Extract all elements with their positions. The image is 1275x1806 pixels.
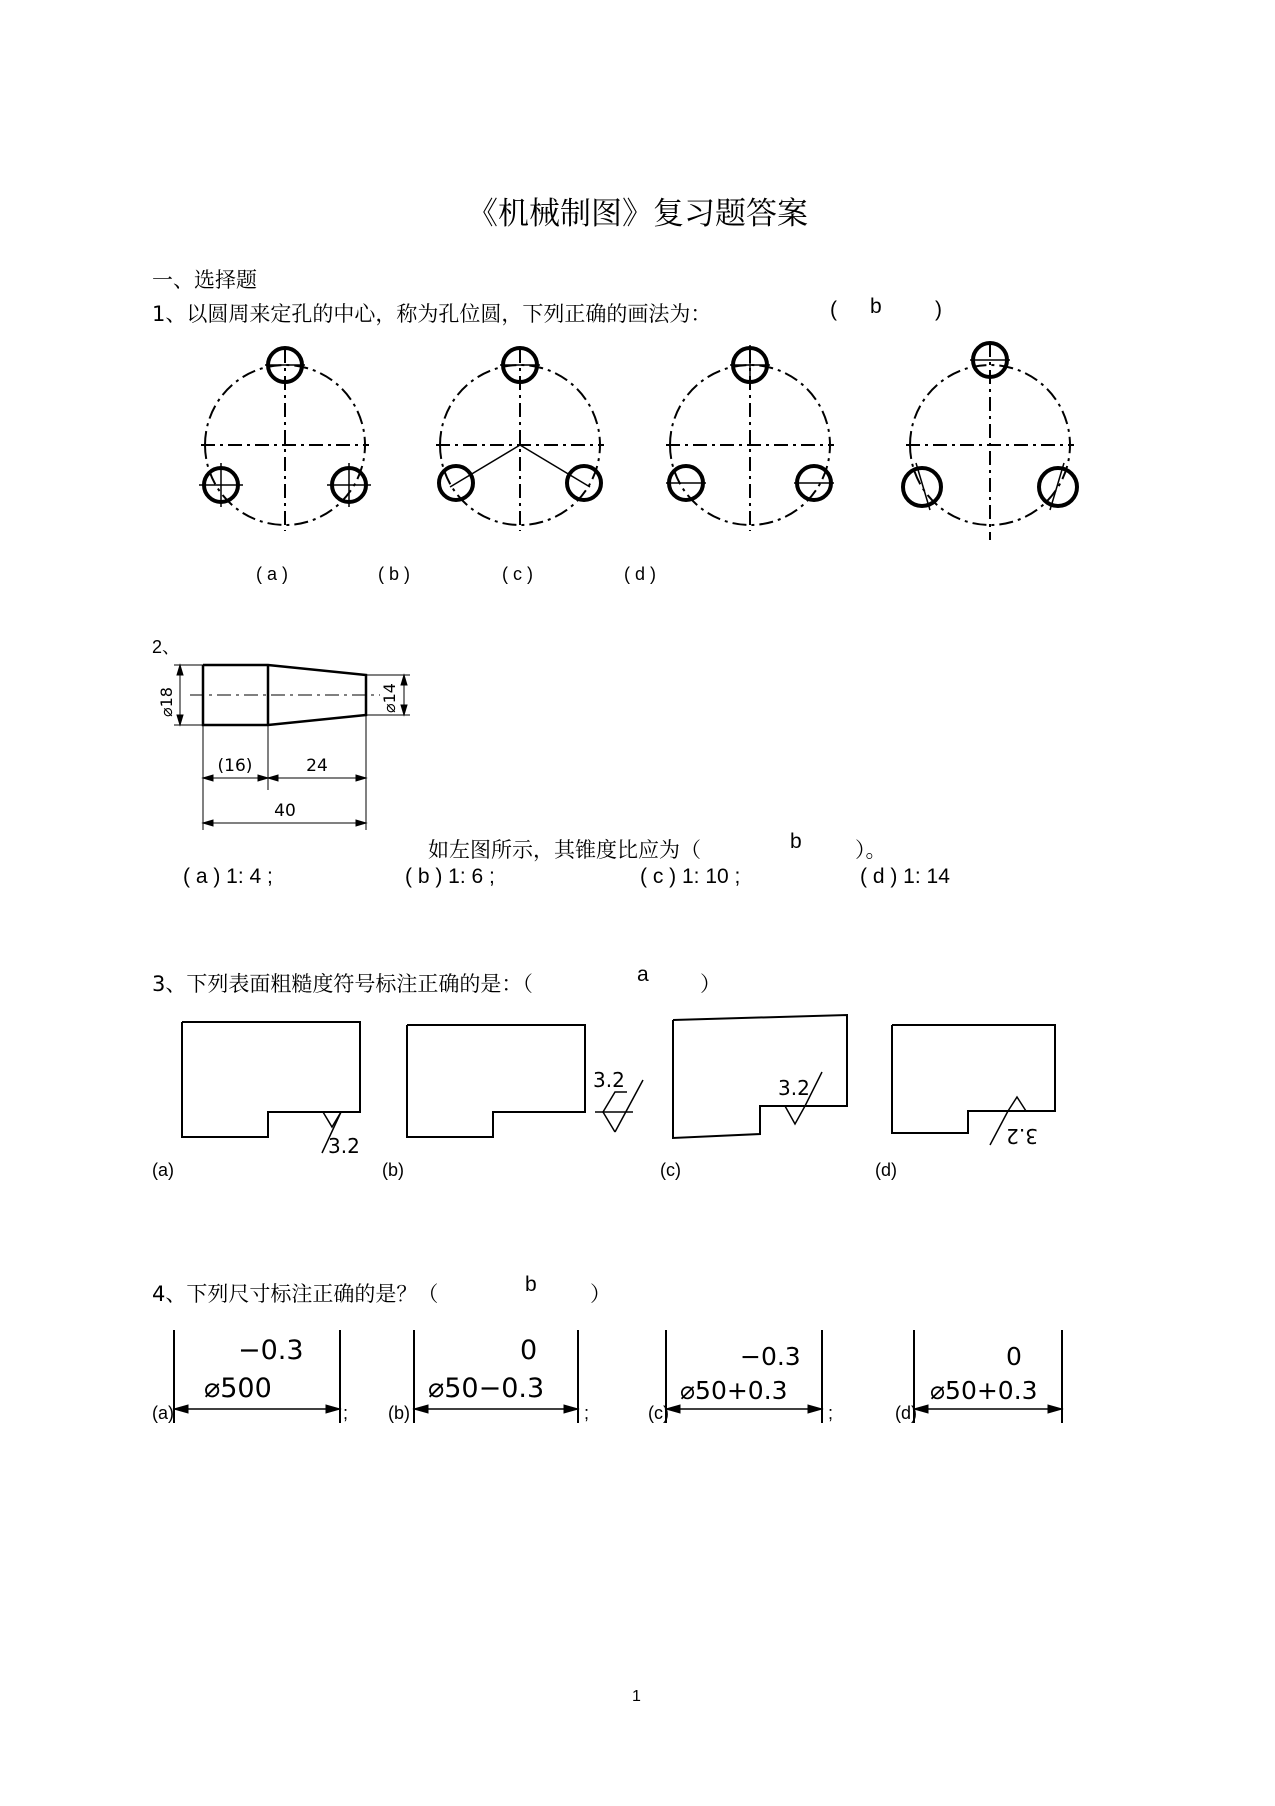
q3-close: ） [700,972,721,996]
q4-d-upper: 0 [1006,1342,1022,1371]
q4-d-main: ⌀50+0.3 [930,1376,1038,1405]
q4-label-d: (d) [895,1403,917,1423]
q4-c-upper: −0.3 [740,1342,801,1371]
q4-sep-c: ; [828,1403,834,1423]
q1-figure-c [650,335,850,535]
question-2-text: 如左图所示，其锥度比应为（ [428,838,701,862]
q3-figure-b [405,1015,655,1165]
section-heading: 一、选择题 [152,268,257,292]
q4-figure-c [662,1325,842,1425]
q2-taper-figure [157,655,430,840]
q4-figure-d [910,1325,1090,1425]
page-number: 1 [632,1688,641,1705]
q3-label-b: (b) [382,1160,404,1180]
q3-figure-c [670,1010,870,1160]
q4-a-upper: −0.3 [238,1335,304,1366]
q3-label-c: (c) [660,1160,681,1180]
q4-close: ） [590,1282,611,1306]
q4-sep-a: ; [343,1403,349,1423]
q2-dim-40: 40 [274,801,296,821]
q2-option-a: ( a ) 1: 4 ; [183,865,273,888]
q3-d-roughness: 3.2 [1006,1124,1038,1148]
q3-answer: a [637,963,649,986]
q2-dim-16: (16) [217,756,253,776]
q1-label-d: ( d ) [624,564,657,584]
q4-b-upper: 0 [520,1335,538,1366]
q3-label-a: (a) [152,1160,174,1180]
q3-figure-a [180,1015,380,1165]
q3-label-d: (d) [875,1160,897,1180]
q3-figure-d [890,1015,1090,1165]
q3-c-roughness: 3.2 [778,1076,810,1100]
q1-open-paren: ( [830,298,837,321]
question-4-text: 4、下列尺寸标注正确的是？（ [152,1282,439,1306]
q1-close-paren: ) [935,298,942,321]
q4-label-b: (b) [388,1403,410,1423]
q4-answer: b [525,1273,537,1296]
q2-answer: b [790,830,802,853]
q2-dim-dia-18: ⌀18 [157,687,176,717]
q2-option-c: ( c ) 1: 10 ; [640,865,741,888]
q4-a-main: ⌀500 [204,1373,272,1404]
question-2-number: 2、 [152,637,181,657]
page-title: 《机械制图》复习题答案 [467,196,808,232]
q3-a-roughness: 3.2 [328,1134,360,1158]
q2-dim-dia-14: ⌀14 [380,683,399,713]
q2-dim-24: 24 [306,756,328,776]
q2-option-d: ( d ) 1: 14 [860,865,950,888]
q4-b-main: ⌀50−0.3 [428,1373,545,1404]
q1-figure-a [185,335,385,535]
question-3-text: 3、下列表面粗糙度符号标注正确的是：（ [152,972,533,996]
q1-figure-b [420,335,620,535]
q2-option-b: ( b ) 1: 6 ; [405,865,495,888]
q4-label-a: (a) [152,1403,174,1423]
q1-label-b: ( b ) [378,564,411,584]
q4-figure-a [170,1325,350,1425]
q4-c-main: ⌀50+0.3 [680,1376,788,1405]
q4-sep-b: ; [584,1403,590,1423]
q1-figure-d [890,335,1090,545]
question-1-text: 1、以圆周来定孔的中心，称为孔位圆，下列正确的画法为： [152,302,712,326]
q1-answer: b [870,295,882,318]
q2-close: ）。 [855,838,887,862]
q4-label-c: (c) [648,1403,669,1423]
q3-b-roughness: 3.2 [593,1068,625,1092]
q1-label-a: ( a ) [256,564,289,584]
q1-label-c: ( c ) [502,564,533,584]
q4-figure-b [410,1325,590,1425]
